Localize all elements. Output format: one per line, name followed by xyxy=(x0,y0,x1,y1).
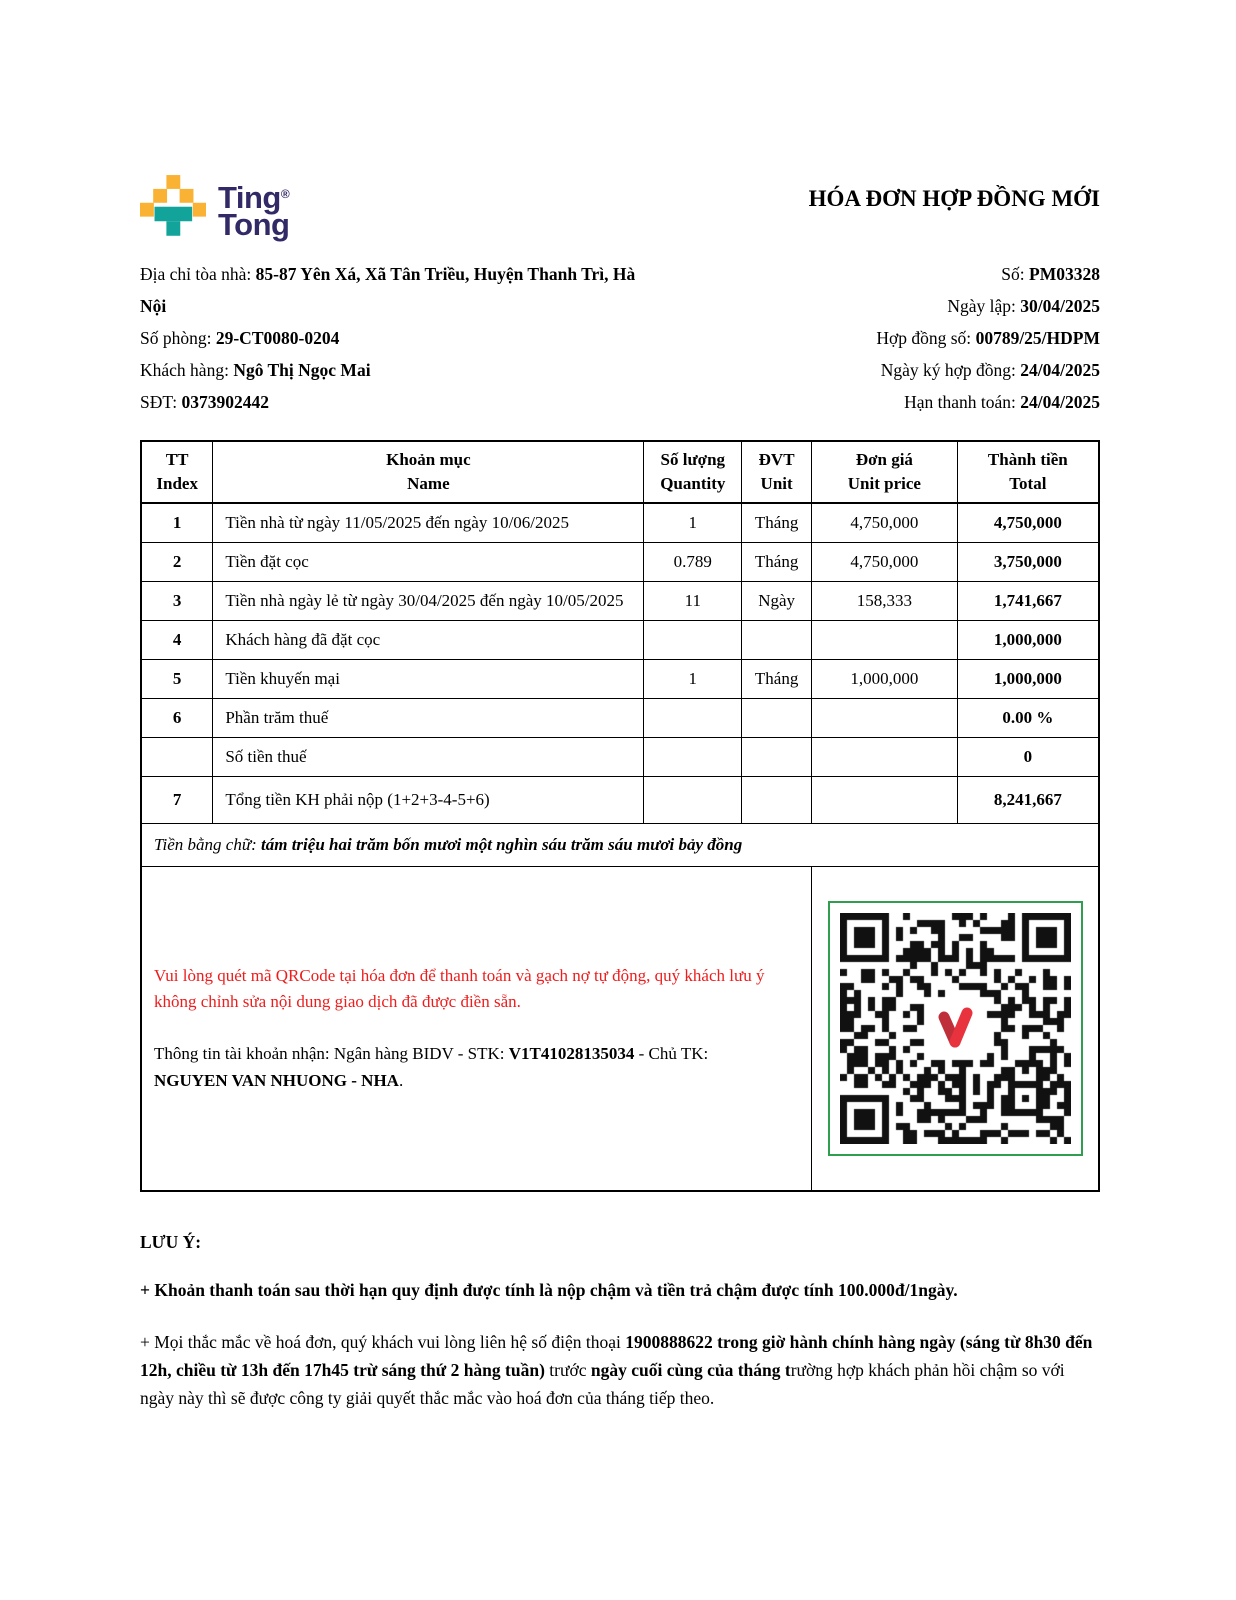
cell-unit: Tháng xyxy=(742,503,812,543)
table-row xyxy=(141,738,1099,777)
account-label: Thông tin tài khoản nhận: Ngân hàng BIDV - STK: xyxy=(154,1044,509,1064)
amount-in-words-value: tám triệu hai trăm bốn mươi một nghìn sáu trăm sáu mươi bảy đồng xyxy=(261,835,743,854)
cell-quantity xyxy=(644,738,742,777)
cell-unit: Tháng xyxy=(742,543,812,582)
customer-info-block xyxy=(140,258,662,418)
amount-in-words xyxy=(141,824,1099,867)
header-unit: ĐVT Unit xyxy=(742,441,812,503)
header-unit-price: Đơn giá Unit price xyxy=(812,441,958,503)
cell-index xyxy=(141,738,213,777)
amount-in-words-row xyxy=(141,824,1099,867)
cell-index: 5 xyxy=(141,660,213,699)
cell-index: 1 xyxy=(141,503,213,543)
cell-quantity xyxy=(644,699,742,738)
cell-index: 3 xyxy=(141,582,213,621)
table-header-row xyxy=(141,441,1099,503)
cell-quantity: 1 xyxy=(644,503,742,543)
cell-quantity: 11 xyxy=(644,582,742,621)
tingtong-logo xyxy=(140,175,289,251)
sign-date-value: 24/04/2025 xyxy=(1020,360,1100,380)
tingtong-logo-icon xyxy=(140,175,206,251)
table-row xyxy=(141,699,1099,738)
cell-index: 2 xyxy=(141,543,213,582)
header-index: TT Index xyxy=(141,441,213,503)
cell-quantity xyxy=(644,621,742,660)
deadline-phrase: ngày cuối cùng của tháng t xyxy=(590,1360,791,1381)
header-quantity: Số lượng Quantity xyxy=(644,441,742,503)
invoice-meta-block xyxy=(680,258,1100,418)
cell-total: 3,750,000 xyxy=(957,543,1099,582)
registered-mark: ® xyxy=(280,187,290,201)
notes-heading: LƯU Ý: xyxy=(140,1232,202,1252)
cell-unit: Ngày xyxy=(742,582,812,621)
cell-name: Tiền đặt cọc xyxy=(213,543,644,582)
qr-warning-text: Vui lòng quét mã QRCode tại hóa đơn để thanh toán và gạch nợ tự động, quý khách lưu ý không chỉnh sửa nội dung giao dịch đã được điền sẵn. xyxy=(154,965,765,1011)
cell-index: 7 xyxy=(141,777,213,824)
room-number-value: 29-CT0080-0204 xyxy=(215,328,340,348)
receiving-account-line xyxy=(154,1041,781,1094)
cell-total: 4,750,000 xyxy=(957,503,1099,543)
cell-quantity xyxy=(644,777,742,824)
customer-name-line xyxy=(140,354,662,386)
room-number-label: Số phòng: xyxy=(140,328,216,348)
cell-unit-price: 4,750,000 xyxy=(812,543,958,582)
amount-in-words-label: Tiền bằng chữ: xyxy=(154,835,262,854)
hotline-note-pre: + Mọi thắc mắc về hoá đơn, quý khách vui lòng liên hệ số điện thoại xyxy=(140,1332,626,1353)
late-payment-note: + Khoản thanh toán sau thời hạn quy định được tính là nộp chậm và tiền trả chậm được tính 100.000đ/1ngày. xyxy=(140,1280,958,1300)
cell-name: Khách hàng đã đặt cọc xyxy=(213,621,644,660)
table-row xyxy=(141,543,1099,582)
contract-number-value: 00789/25/HDPM xyxy=(975,328,1100,348)
notes-section xyxy=(140,1232,1102,1412)
document-title: HÓA ĐƠN HỢP ĐỒNG MỚI xyxy=(808,186,1100,211)
table-row xyxy=(141,582,1099,621)
tingtong-logo-text xyxy=(218,180,290,242)
invoice-items-table xyxy=(140,440,1100,1192)
cell-total: 0 xyxy=(957,738,1099,777)
cell-index: 4 xyxy=(141,621,213,660)
cell-unit xyxy=(742,738,812,777)
table-row xyxy=(141,503,1099,543)
qr-code-frame xyxy=(828,901,1083,1156)
table-row xyxy=(141,660,1099,699)
invoice-number-label: Số: xyxy=(1001,264,1030,284)
building-address-label: Địa chỉ tòa nhà: xyxy=(140,264,256,284)
cell-unit: Tháng xyxy=(742,660,812,699)
customer-name-label: Khách hàng: xyxy=(140,360,234,380)
cell-total: 0.00 % xyxy=(957,699,1099,738)
cell-unit xyxy=(742,699,812,738)
payment-section-row xyxy=(141,867,1099,1191)
cell-total: 1,000,000 xyxy=(957,621,1099,660)
building-address-line xyxy=(140,258,662,322)
table-row-grand-total xyxy=(141,777,1099,824)
sign-date-label: Ngày ký hợp đồng: xyxy=(880,360,1021,380)
hotline-number-and-hours: 1900888622 trong giờ hành chính hàng ngày (sáng từ 8h30 đến 12h, chiều từ 13h đến 17h45 trừ sáng thứ 2 hàng tuần) xyxy=(140,1332,1093,1381)
cell-quantity: 1 xyxy=(644,660,742,699)
cell-name: Phần trăm thuế xyxy=(213,699,644,738)
cell-unit-price xyxy=(812,777,958,824)
invoice-number-line xyxy=(680,258,1100,290)
cell-unit-price: 1,000,000 xyxy=(812,660,958,699)
issue-date-line xyxy=(680,290,1100,322)
cell-name: Tiền nhà từ ngày 11/05/2025 đến ngày 10/06/2025 xyxy=(213,503,644,543)
cell-unit-price: 158,333 xyxy=(812,582,958,621)
hotline-note-mid: trước xyxy=(544,1360,591,1381)
contract-number-label: Hợp đồng số: xyxy=(876,328,976,348)
cell-name: Tiền nhà ngày lẻ từ ngày 30/04/2025 đến ngày 10/05/2025 xyxy=(213,582,644,621)
cell-total: 8,241,667 xyxy=(957,777,1099,824)
vietqr-heart-icon xyxy=(932,1007,978,1049)
phone-line xyxy=(140,386,662,418)
account-line-end: . xyxy=(398,1070,404,1090)
phone-label: SĐT: xyxy=(140,392,182,412)
account-holder: NGUYEN VAN NHUONG - NHA xyxy=(154,1070,399,1090)
cell-name: Số tiền thuế xyxy=(213,738,644,777)
issue-date-value: 30/04/2025 xyxy=(1020,296,1100,316)
account-holder-label: - Chủ TK: xyxy=(634,1044,709,1064)
sign-date-line xyxy=(680,354,1100,386)
cell-unit xyxy=(742,777,812,824)
cell-unit-price: 4,750,000 xyxy=(812,503,958,543)
cell-unit xyxy=(742,621,812,660)
header-total: Thành tiền Total xyxy=(957,441,1099,503)
cell-quantity: 0.789 xyxy=(644,543,742,582)
logo-word2: Tong xyxy=(218,207,290,242)
qr-cell xyxy=(812,867,1099,1191)
phone-value: 0373902442 xyxy=(181,392,269,412)
account-number: V1T41028135034 xyxy=(508,1044,635,1064)
cell-total: 1,000,000 xyxy=(957,660,1099,699)
logo-word1: Ting xyxy=(218,180,281,215)
cell-unit-price xyxy=(812,621,958,660)
cell-unit-price xyxy=(812,738,958,777)
due-date-line xyxy=(680,386,1100,418)
due-date-value: 24/04/2025 xyxy=(1020,392,1100,412)
customer-name-value: Ngô Thị Ngọc Mai xyxy=(233,360,371,380)
hotline-note-post: rường hợp khách phản hồi chậm so với ngày này thì sẽ được công ty giải quyết thắc mắc vào hoá đơn của tháng tiếp theo. xyxy=(140,1360,1065,1409)
cell-index: 6 xyxy=(141,699,213,738)
building-address-value: 85-87 Yên Xá, Xã Tân Triều, Huyện Thanh Trì, Hà Nội xyxy=(140,264,636,316)
cell-unit-price xyxy=(812,699,958,738)
cell-name: Tổng tiền KH phải nộp (1+2+3-4-5+6) xyxy=(213,777,644,824)
table-row xyxy=(141,621,1099,660)
room-number-line xyxy=(140,322,662,354)
cell-name: Tiền khuyến mại xyxy=(213,660,644,699)
issue-date-label: Ngày lập: xyxy=(947,296,1021,316)
contract-number-line xyxy=(680,322,1100,354)
cell-total: 1,741,667 xyxy=(957,582,1099,621)
invoice-number-value: PM03328 xyxy=(1029,264,1100,284)
hotline-note xyxy=(140,1328,1102,1412)
payment-info-cell xyxy=(141,867,812,1191)
due-date-label: Hạn thanh toán: xyxy=(904,392,1021,412)
header-name: Khoản mục Name xyxy=(213,441,644,503)
